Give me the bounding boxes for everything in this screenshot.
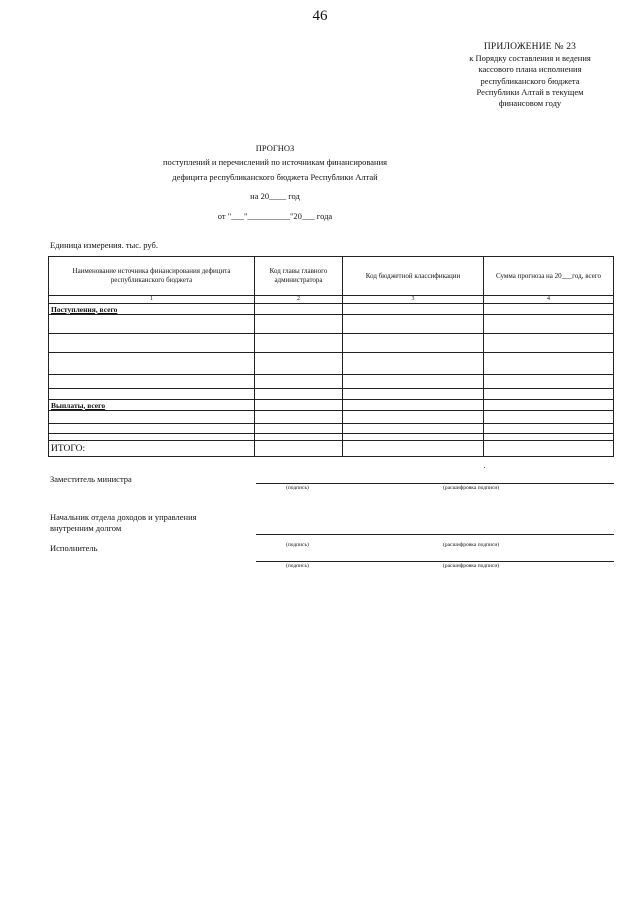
table-cell[interactable] [343,424,484,434]
receipts-total-label: Поступления, всего [49,304,255,315]
column-header: Сумма прогноза на 20___год, всего [484,257,614,296]
page-number: 46 [312,8,328,24]
table-cell[interactable] [343,334,484,353]
table-cell[interactable] [343,400,484,411]
appendix-title: ПРИЛОЖЕНИЕ № 23 [483,42,577,52]
appendix-block [440,42,620,109]
payments-total-label: Выплаты, всего [49,400,255,411]
table-cell[interactable] [484,315,614,334]
forecast-date-line: от "___"__________"20___ года [217,211,333,221]
appendix-line: Республики Алтай в текущем [476,86,584,97]
appendix-line: финансовом году [498,98,562,109]
table-row [49,315,614,334]
table-cell[interactable] [484,441,614,457]
table-cell[interactable] [255,434,343,441]
table-row [49,400,614,411]
table-row [49,304,614,315]
column-header: Код главы главного администратора [255,257,343,296]
table-row [49,334,614,353]
table-cell[interactable] [484,353,614,375]
table-cell[interactable] [343,434,484,441]
column-header: Наименование источника финансирования дефицита республиканского бюджета [49,257,255,296]
table-cell[interactable] [255,411,343,424]
table-cell[interactable] [49,315,255,334]
table-cell[interactable] [49,334,255,353]
table-cell[interactable] [484,424,614,434]
units-label: Единица измерения. тыс. руб. [50,240,159,250]
table-cell[interactable] [343,353,484,375]
table-cell[interactable] [255,389,343,400]
table-cell[interactable] [343,375,484,389]
appendix-line: республиканского бюджета [480,75,580,86]
table-cell[interactable] [484,434,614,441]
table-cell[interactable] [255,304,343,315]
column-number: 2 [255,296,343,304]
deputy-minister-label: Заместитель министра [50,474,132,484]
appendix-line: к Порядку составления и ведения [469,53,591,64]
table-row [49,353,614,375]
table-cell[interactable] [343,389,484,400]
forecast-table [48,256,614,457]
signature-line[interactable] [256,483,614,484]
dept-head-label-line1: Начальник отдела доходов и управления [50,512,197,522]
table-cell[interactable] [484,389,614,400]
table-cell[interactable] [484,375,614,389]
table-cell[interactable] [49,434,255,441]
column-number: 4 [484,296,614,304]
forecast-year-line: на 20____ год [250,191,300,201]
table-cell[interactable] [343,441,484,457]
forecast-subtitle-line1: поступлений и перечислений по источникам финансирования [162,157,388,167]
table-row [49,441,614,457]
dept-head-label-line2: внутренним долгом [50,523,122,533]
table-cell[interactable] [484,334,614,353]
table-cell[interactable] [255,334,343,353]
table-row [49,434,614,441]
signature-line[interactable] [256,534,614,535]
forecast-subtitle-line2: дефицита республиканского бюджета Республики Алтай [172,172,378,182]
appendix-line: кассового плана исполнения [478,64,582,75]
executor-label: Исполнитель [50,543,98,553]
table-cell[interactable] [255,375,343,389]
column-number: 3 [343,296,484,304]
scan-dot [484,467,485,468]
signature-caption: (подпись) [286,485,309,491]
table-cell[interactable] [255,353,343,375]
column-number-row [49,296,614,304]
table-cell[interactable] [255,424,343,434]
table-cell[interactable] [255,315,343,334]
table-cell[interactable] [49,411,255,424]
table-cell[interactable] [343,411,484,424]
table-header-row [49,257,614,296]
table-row [49,411,614,424]
table-cell[interactable] [343,315,484,334]
table-cell[interactable] [255,441,343,457]
table-cell[interactable] [49,424,255,434]
decoding-caption: (расшифровка подписи) [443,485,500,491]
signature-line[interactable] [256,561,614,562]
signature-caption: (подпись) [286,563,309,569]
column-header: Код бюджетной классификации [343,257,484,296]
forecast-title: ПРОГНОЗ [255,143,295,153]
table-cell[interactable] [255,400,343,411]
table-row [49,424,614,434]
grand-total-label: ИТОГО: [49,441,255,457]
table-cell[interactable] [49,375,255,389]
column-number: 1 [49,296,255,304]
table-row [49,375,614,389]
table-cell[interactable] [49,353,255,375]
table-cell[interactable] [484,304,614,315]
table-cell[interactable] [484,411,614,424]
table-row [49,389,614,400]
table-cell[interactable] [343,304,484,315]
table-cell[interactable] [484,400,614,411]
decoding-caption: (расшифровка подписи) [443,542,500,548]
table-cell[interactable] [49,389,255,400]
signature-caption: (подпись) [286,542,309,548]
decoding-caption: (расшифровка подписи) [443,563,500,569]
